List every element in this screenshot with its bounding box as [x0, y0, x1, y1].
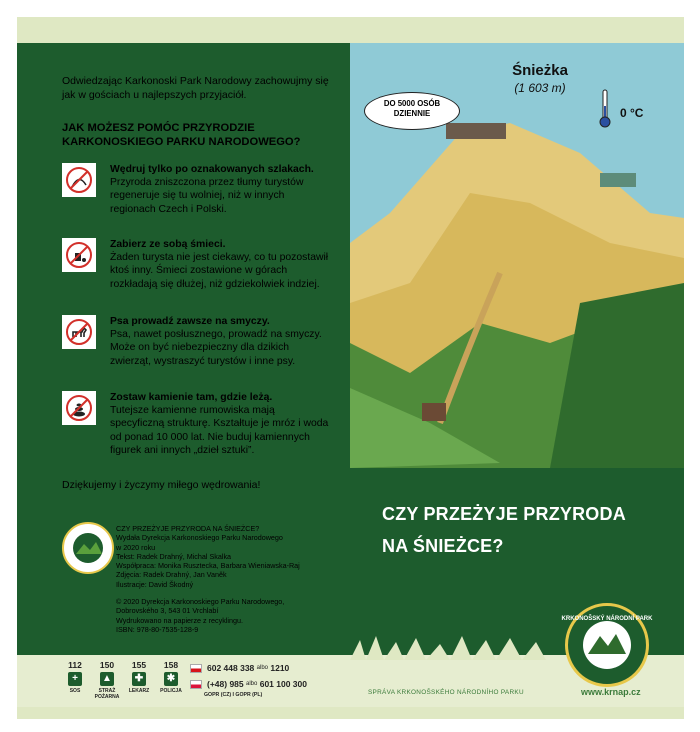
credits [116, 524, 331, 634]
emergency-fire [90, 660, 124, 700]
credit-line: Zdjęcia: Radek Drahný, Jan Vaněk [116, 570, 227, 580]
police-icon: ✱ [164, 672, 178, 686]
cover-title-line: CZY PRZEŻYJE PRZYRODA [382, 504, 626, 524]
rule-text: Żaden turysta nie jest ciekawy, co tu pozostawił ktoś inny. Śmieci zostawione w górach rozkładają się dłużej, niż gdziekolwiek indziej. [110, 252, 329, 290]
phone-alt: 1210 [270, 663, 290, 673]
credit-line: Wydrukowano na papierze z recyklingu. [116, 615, 243, 625]
emergency-sos [58, 660, 92, 694]
website-link[interactable]: www.krnap.cz [581, 687, 641, 697]
emergency-police [154, 660, 188, 694]
gopr-label: GOPR (CZ) I GOPR (PL) [204, 692, 263, 698]
phone-main: (+48) 985 [207, 679, 244, 689]
phone-or: albo [256, 665, 268, 671]
emergency-number: 158 [163, 660, 179, 670]
intro-text: Odwiedzając Karkonoski Park Narodowy zachowujmy się jak w gościach u najlepszych przyjaciół. [62, 75, 329, 101]
phone-or: albo [246, 681, 258, 687]
emergency-label: SOS [69, 688, 81, 694]
fire-icon: ▲ [100, 672, 114, 686]
mountain-elevation: (1 603 m) [514, 81, 566, 95]
cover-title [382, 498, 672, 562]
agency-name: SPRÁVA KRKONOŠSKÉHO NÁRODNÍHO PARKU [368, 689, 524, 696]
emergency-number: 155 [131, 660, 147, 670]
rescue-phones [190, 660, 307, 698]
polish-flag-icon [190, 680, 202, 689]
sos-icon: + [68, 672, 82, 686]
phone-main: 602 448 338 [207, 663, 255, 673]
rule-text: Psa, nawet posłusznego, prowadź na smyczy. Może on być niebezpieczny dla dzikich zwierząt, wystraszyć turystów i inne psy. [110, 329, 322, 367]
credit-line: Tekst: Radek Drahný, Michal Skalka [116, 551, 232, 561]
thermometer-icon [600, 90, 610, 128]
rule-text: Tutejsze kamienne rumowiska mają specyficzną strukturę. Kształtuje je mróz i woda od ponad 10 000 lat. Nie buduj kamiennych figurek ani innych „dzieł sztuki”. [110, 405, 329, 456]
seal-text: KRKONOŠSKÝ NÁRODNÍ PARK [561, 616, 653, 622]
speech-bubble: DO 5000 OSÓB DZIENNIE [364, 92, 460, 130]
phone-row-cz [190, 660, 307, 676]
credit-line: Dobrovského 3, 543 01 Vrchlabí [116, 606, 219, 616]
credit-line: w 2020 roku [116, 542, 156, 552]
emergency-number: 150 [99, 660, 115, 670]
emergency-label: LEKARZ [128, 688, 150, 694]
question-title: JAK MOŻESZ POMÓC PRZYRODZIE KARKONOSKIEGO PARKU NARODOWEGO? [62, 122, 301, 148]
emergency-label: STRAŻ POŻARNA [94, 688, 120, 700]
credit-line: Współpraca: Monika Rusztecka, Barbara Wieniawska-Raj [116, 561, 300, 571]
emergency-doctor [122, 660, 156, 694]
rule-title: Psa prowadź zawsze na smyczy. [110, 316, 270, 327]
cover-title-line: NA ŚNIEŻCE? [382, 536, 504, 556]
rule-title: Zabierz ze sobą śmieci. [110, 239, 226, 250]
park-seal-logo-large [561, 603, 653, 687]
credit-line: Ilustracje: David Škodný [116, 579, 194, 589]
thanks-text: Dziękujemy i życzymy miłego wędrowania! [62, 479, 261, 491]
mountain-name: Śnieżka [512, 62, 568, 79]
park-seal-logo [62, 522, 114, 574]
czech-flag-icon [190, 664, 202, 673]
credit-line: Wydała Dyrekcja Karkonoskiego Parku Narodowego [116, 533, 283, 543]
no-off-trail-icon [62, 163, 96, 197]
no-litter-icon [62, 238, 96, 272]
rule-title: Zostaw kamienie tam, gdzie leżą. [110, 392, 273, 403]
no-stone-stacking-icon [62, 391, 96, 425]
credit-line: CZY PRZEŻYJE PRZYRODA NA ŚNIEŻCE? [116, 524, 260, 533]
dog-leash-icon [62, 315, 96, 349]
emergency-number: 112 [68, 660, 82, 670]
temperature: 0 °C [620, 106, 644, 120]
medical-icon: ✚ [132, 672, 146, 686]
credit-spacer [116, 589, 331, 597]
bottom-strip [17, 707, 684, 719]
phone-alt: 601 100 300 [259, 679, 307, 689]
emergency-label: POLICJA [160, 688, 182, 694]
credit-line: © 2020 Dyrekcja Karkonoskiego Parku Narodowego, [116, 597, 285, 607]
rule-text: Przyroda zniszczona przez tłumy turystów regeneruje się tu wolniej, niż w innych regionach Czech i Polski. [110, 177, 304, 215]
credit-line: ISBN: 978-80-7535-128-9 [116, 624, 199, 634]
phone-row-pl [190, 676, 307, 692]
top-strip [17, 17, 684, 43]
rule-title: Wędruj tylko po oznakowanych szlakach. [110, 164, 314, 175]
mountain-label [470, 62, 610, 95]
